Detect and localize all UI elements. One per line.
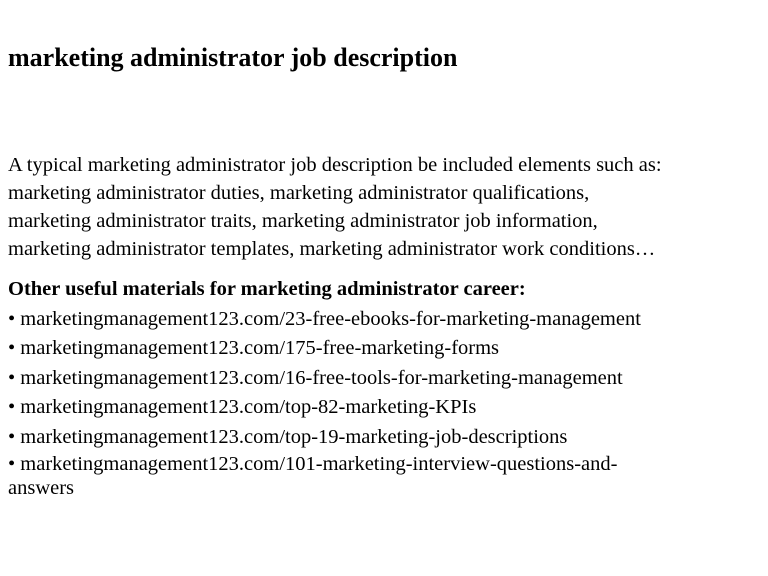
materials-heading: Other useful materials for marketing administrator career: bbox=[8, 278, 526, 300]
materials-section bbox=[8, 275, 764, 500]
list-item: • marketingmanagement123.com/175-free-marketing-forms bbox=[8, 337, 500, 359]
intro-line: marketing administrator duties, marketing administrator qualifications, bbox=[8, 182, 590, 204]
intro-line: A typical marketing administrator job description be included elements such as: bbox=[8, 154, 662, 176]
list-item bbox=[8, 452, 764, 500]
intro-line: marketing administrator traits, marketing administrator job information, bbox=[8, 210, 598, 232]
intro-line: marketing administrator templates, marketing administrator work conditions… bbox=[8, 238, 656, 260]
list-item-line: • marketingmanagement123.com/101-marketing-interview-questions-and- bbox=[8, 453, 618, 475]
intro-paragraph bbox=[8, 151, 764, 263]
resource-list bbox=[8, 305, 764, 501]
list-item: • marketingmanagement123.com/top-82-marketing-KPIs bbox=[8, 396, 477, 418]
page-title: marketing administrator job description bbox=[8, 43, 458, 72]
list-item: • marketingmanagement123.com/23-free-ebooks-for-marketing-management bbox=[8, 307, 641, 330]
list-item: • marketingmanagement123.com/16-free-tools-for-marketing-management bbox=[8, 366, 623, 389]
list-item: • marketingmanagement123.com/top-19-marketing-job-descriptions bbox=[8, 425, 568, 448]
list-item-line: answers bbox=[8, 477, 75, 499]
